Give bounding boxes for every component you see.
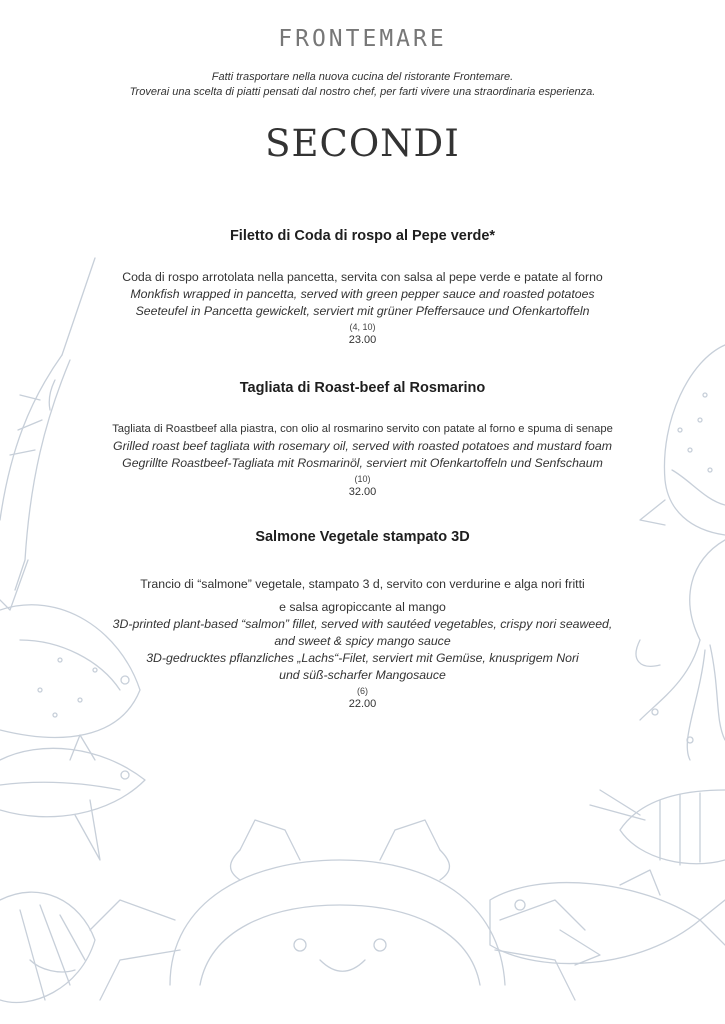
dish-allergens: (6) — [357, 686, 368, 696]
dish-description-it: Trancio di “salmone” vegetale, stampato 3 d, servito con verdurine e alga nori fritti — [140, 577, 585, 591]
dish-item — [0, 228, 725, 348]
dish-name: Tagliata di Roast-beef al Rosmarino — [239, 380, 486, 396]
dish-name: Filetto di Coda di rospo al Pepe verde* — [229, 228, 496, 244]
dish-description-it: Coda di rospo arrotolata nella pancetta, servita con salsa al pepe verde e patate al forno — [122, 270, 603, 284]
dish-allergens: (10) — [354, 474, 371, 484]
dish-description-en: 3D-printed plant-based “salmon” fillet, served with sautéed vegetables, crispy nori seaweed, — [112, 617, 613, 631]
dish-item — [0, 529, 725, 712]
section-title: SECONDI — [265, 122, 460, 165]
dish-description-en: Monkfish wrapped in pancetta, served with green pepper sauce and roasted potatoes — [130, 287, 595, 301]
intro-line-2: Troverai una scelta di piatti pensati dal nostro chef, per farti vivere una straordinaria esperienza. — [129, 86, 596, 98]
dish-item — [0, 380, 725, 500]
dish-description-de: 3D-gedrucktes pflanzliches „Lachs“-Filet, serviert mit Gemüse, knusprigem Nori — [146, 651, 579, 665]
dish-description-de: Gegrillte Roastbeef-Tagliata mit Rosmarinöl, serviert mit Ofenkartoffeln und Senfschaum — [122, 456, 603, 470]
restaurant-logo: FRONTEMARE — [278, 26, 447, 52]
intro-text — [0, 70, 725, 100]
dish-description-it: Tagliata di Roastbeef alla piastra, con olio al rosmarino servito con patate al forno e spuma di senape — [112, 423, 613, 435]
dish-description-de-cont: und süß-scharfer Mangosauce — [279, 668, 446, 682]
dish-price: 22.00 — [348, 698, 377, 710]
dish-allergens: (4, 10) — [349, 322, 376, 332]
dish-price: 32.00 — [348, 486, 377, 498]
dish-price: 23.00 — [348, 334, 377, 346]
dish-name: Salmone Vegetale stampato 3D — [255, 529, 470, 545]
dish-description-en-cont: and sweet & spicy mango sauce — [274, 634, 451, 648]
intro-line-1: Fatti trasportare nella nuova cucina del ristorante Frontemare. — [211, 71, 514, 83]
dish-description-de: Seeteufel in Pancetta gewickelt, serviert mit grüner Pfeffersauce und Ofenkartoffeln — [135, 304, 590, 318]
dish-description-en: Grilled roast beef tagliata with rosemary oil, served with roasted potatoes and mustard foam — [113, 439, 612, 453]
dish-description-it-cont: e salsa agropiccante al mango — [279, 600, 446, 614]
